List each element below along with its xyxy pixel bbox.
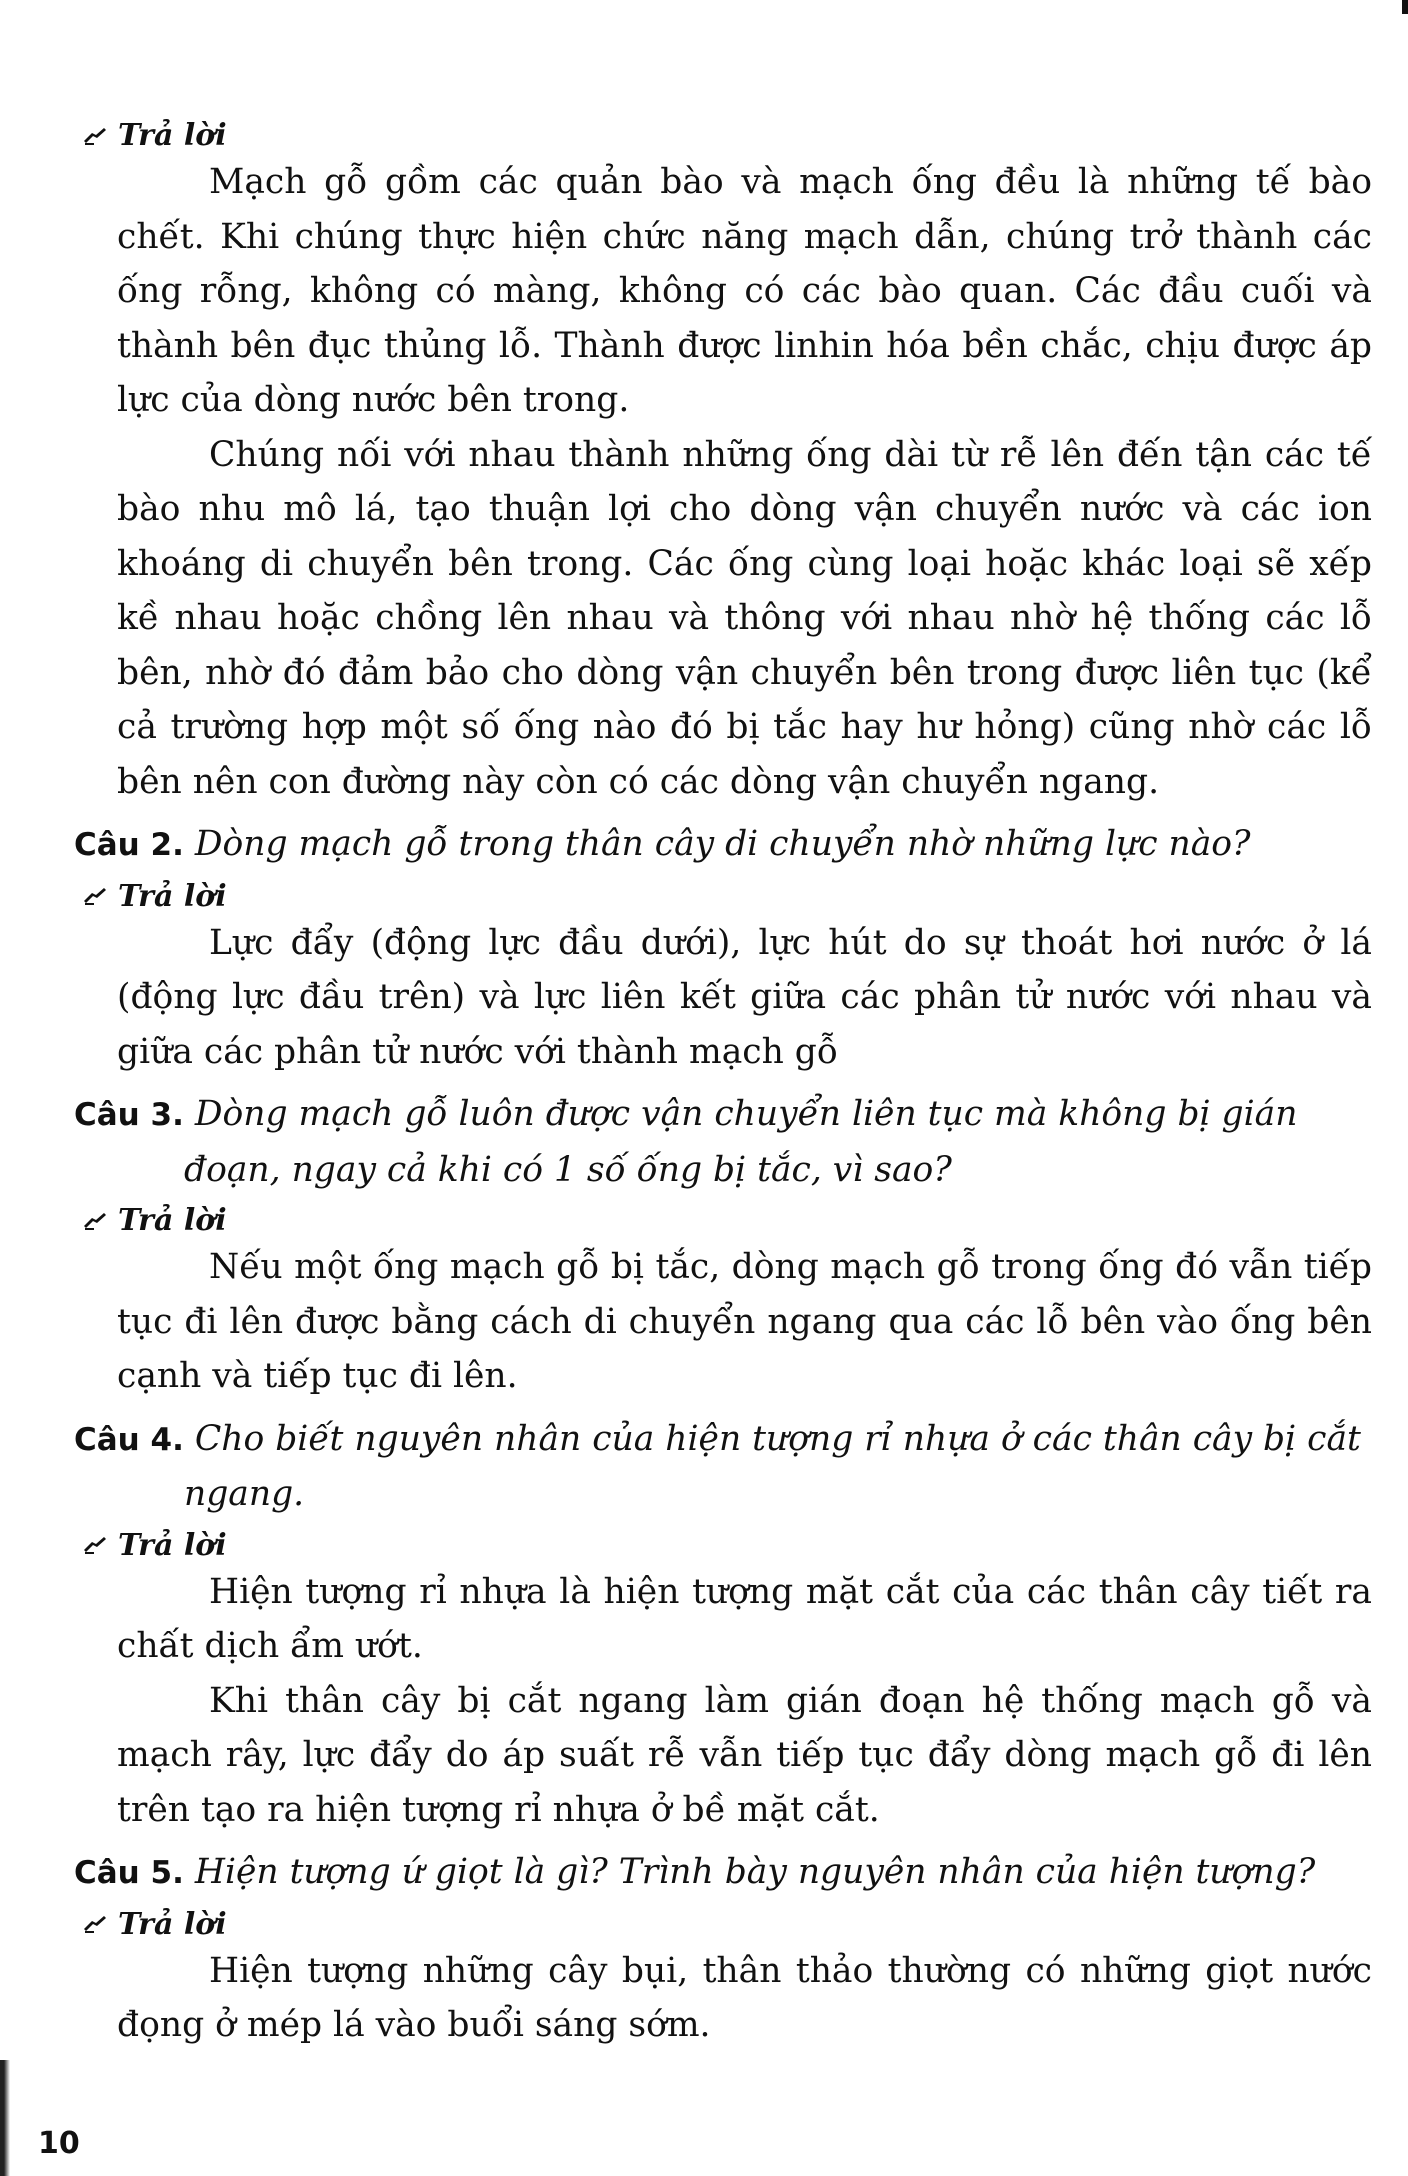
scan-edge-shadow (0, 2060, 10, 2176)
question-text: Dòng mạch gỗ luôn được vận chuyển liên tục mà không bị gián đoạn, ngay cả khi có 1 số ống bị tắc, vì sao? (184, 1094, 1298, 1190)
answer-label: Trả lời (118, 118, 227, 153)
answer-paragraph: Lực đẩy (động lực đầu dưới), lực hút do sự thoát hơi nước ở lá (động lực đầu trên) và lực liên kết giữa các phân tử nước với nhau và giữa các phân tử nước với thành mạch gỗ (117, 922, 1372, 1072)
answer-body (72, 916, 1372, 1080)
pen-hand-icon (82, 1913, 108, 1935)
answer-label: Trả lời (118, 1203, 227, 1238)
answer-paragraph: Khi thân cây bị cắt ngang làm gián đoạn hệ thống mạch gỗ và mạch rây, lực đẩy do áp suất rễ vẫn tiếp tục đẩy dòng mạch gỗ đi lên trên tạo ra hiện tượng rỉ nhựa ở bề mặt cắt. (117, 1680, 1372, 1830)
pen-hand-icon (82, 1534, 108, 1556)
answer-body (72, 1240, 1372, 1404)
answer-label: Trả lời (118, 1527, 227, 1563)
pen-hand-icon (82, 1210, 108, 1232)
scan-corner-mark (1402, 0, 1408, 14)
answer-body (72, 1565, 1372, 1838)
answer-heading (82, 1907, 1372, 1942)
answer-heading (82, 118, 1372, 153)
answer-body (72, 1944, 1372, 2053)
page-content (72, 118, 1372, 2059)
pen-hand-icon (82, 885, 108, 907)
question-text: Hiện tượng ứ giọt là gì? Trình bày nguyên nhân của hiện tượng? (194, 1852, 1316, 1892)
answer-label: Trả lời (118, 878, 227, 914)
answer-heading (82, 1528, 1372, 1563)
question-2 (72, 817, 1372, 873)
answer-paragraph: Hiện tượng những cây bụi, thân thảo thường có những giọt nước đọng ở mép lá vào buổi sáng sớm. (117, 1950, 1372, 2045)
question-text: Cho biết nguyên nhân của hiện tượng rỉ nhựa ở các thân cây bị cắt ngang. (184, 1418, 1361, 1514)
answer-body (72, 155, 1372, 809)
question-3 (72, 1087, 1372, 1197)
question-number: Câu 5. (74, 1855, 184, 1891)
answer-paragraph: Chúng nối với nhau thành những ống dài từ rễ lên đến tận các tế bào nhu mô lá, tạo thuận lợi cho dòng vận chuyển nước và các ion khoáng di chuyển bên trong. Các ống cùng loại hoặc khác loại sẽ xếp kề nhau hoặc chồng lên nhau và thông với nhau nhờ hệ thống các lỗ bên, nhờ đó đảm bảo cho dòng vận chuyển bên trong được liên tục (kể cả trường hợp một số ống nào đó bị tắc hay hư hỏng) cũng nhờ các lỗ bên nên con đường này còn có các dòng vận chuyển ngang. (117, 434, 1372, 802)
page-number: 10 (38, 2126, 80, 2161)
answer-paragraph: Hiện tượng rỉ nhựa là hiện tượng mặt cắt của các thân cây tiết ra chất dịch ẩm ướt. (117, 1571, 1372, 1666)
pen-hand-icon (82, 125, 108, 147)
question-number: Câu 3. (74, 1097, 184, 1133)
answer-label: Trả lời (118, 1906, 227, 1942)
question-text: Dòng mạch gỗ trong thân cây di chuyển nhờ những lực nào? (194, 824, 1251, 864)
answer-paragraph: Mạch gỗ gồm các quản bào và mạch ống đều là những tế bào chết. Khi chúng thực hiện chức năng mạch dẫn, chúng trở thành các ống rỗng, không có màng, không có các bào quan. Các đầu cuối và thành bên đục thủng lỗ. Thành được linhin hóa bền chắc, chịu được áp lực của dòng nước bên trong. (117, 162, 1372, 420)
question-number: Câu 4. (74, 1421, 184, 1458)
answer-heading (82, 1203, 1372, 1238)
question-4 (72, 1412, 1372, 1522)
answer-heading (82, 879, 1372, 914)
question-5 (72, 1845, 1372, 1901)
question-number: Câu 2. (74, 827, 184, 863)
answer-paragraph: Nếu một ống mạch gỗ bị tắc, dòng mạch gỗ trong ống đó vẫn tiếp tục đi lên được bằng cách di chuyển ngang qua các lỗ bên vào ống bên cạnh và tiếp tục đi lên. (117, 1247, 1372, 1396)
